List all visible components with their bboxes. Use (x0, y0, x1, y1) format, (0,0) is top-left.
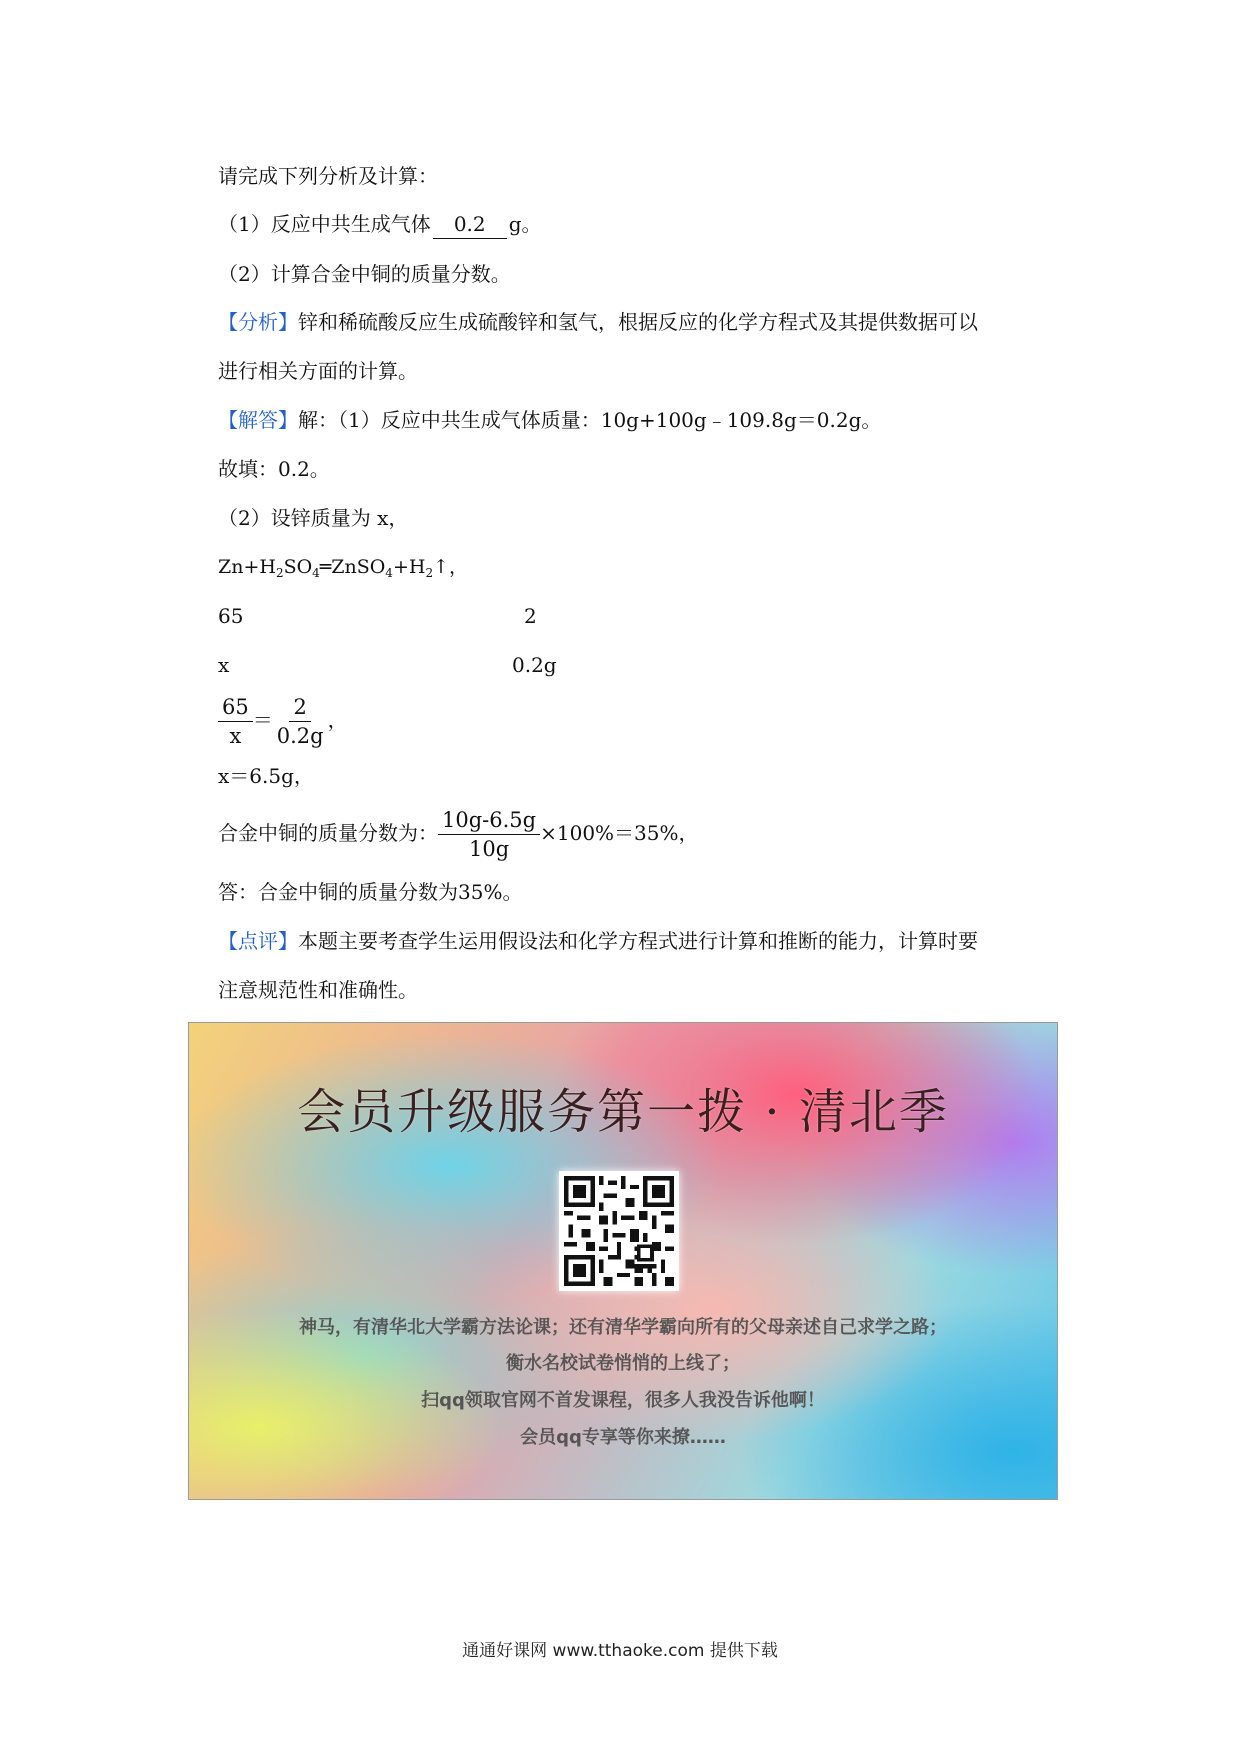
comment-tag: 【点评】 (218, 929, 298, 953)
question-1-text: （1）反应中共生成气体 (218, 212, 431, 236)
analysis-line-2: 进行相关方面的计算。 (218, 359, 418, 383)
copper-fraction (438, 807, 540, 862)
solution-tag: 【解答】 (218, 408, 298, 432)
final-answer: 答：合金中铜的质量分数为35%。 (218, 880, 523, 904)
banner-line-1: 神马，有清华北大学霸方法论课；还有清华学霸向所有的父母亲述自己求学之路； (299, 1317, 947, 1338)
fraction-denominator: 10g (468, 837, 510, 861)
equals-sign: ＝ (252, 708, 273, 732)
equation-part: SO (283, 556, 313, 578)
banner-line-4: 会员qq专享等你来撩…… (520, 1427, 726, 1448)
solution-line-1 (218, 406, 881, 434)
fraction-numerator: 2 (289, 694, 310, 722)
fraction-left (218, 694, 253, 749)
ratio-row-1-left: 65 (218, 604, 244, 628)
analysis-line-1 (218, 308, 978, 336)
equation-sub: 4 (385, 566, 393, 580)
equation-part: ═ZnSO (319, 556, 386, 578)
solution-text: 解：（1）反应中共生成气体质量：10g+100g﹣109.8g＝0.2g。 (298, 408, 882, 432)
ratio-row-1-right: 2 (524, 604, 537, 628)
question-1 (218, 210, 542, 239)
equation-part: ↑， (433, 556, 468, 578)
banner-line-2: 衡水名校试卷悄悄的上线了； (506, 1353, 740, 1374)
fill-answer: 故填：0.2。 (218, 457, 330, 481)
comment-text: 本题主要考查学生运用假设法和化学方程式进行计算和推断的能力，计算时要 (298, 929, 978, 953)
question-2: （2）计算合金中铜的质量分数。 (218, 262, 511, 286)
doc-intro: 请完成下列分析及计算： (218, 164, 438, 188)
equation-sub: 2 (425, 566, 434, 580)
equation-sub: 2 (275, 566, 284, 580)
banner-title: 会员升级服务第一拨 · 清北季 (297, 1084, 949, 1140)
copper-calculation (218, 805, 699, 862)
comment-line-1 (218, 927, 978, 955)
proportion-tail: ， (327, 708, 348, 732)
set-zinc: （2）设锌质量为 x， (218, 506, 409, 530)
banner-line-3: 扫qq领取官网不首发课程，很多人我没告诉他啊！ (421, 1390, 825, 1411)
fraction-numerator: 10g-6.5g (438, 807, 540, 835)
analysis-tag: 【分析】 (218, 310, 298, 334)
proportion (218, 693, 348, 749)
copper-tail: ×100%＝35%， (540, 821, 699, 845)
analysis-text: 锌和稀硫酸反应生成硫酸锌和氢气，根据反应的化学方程式及其提供数据可以 (298, 310, 978, 334)
chemical-equation (218, 553, 468, 587)
question-1-unit: g。 (508, 212, 542, 236)
question-1-answer-blank: 0.2 (433, 210, 507, 239)
fraction-denominator: 0.2g (276, 724, 324, 748)
fraction-right (273, 694, 328, 749)
comment-line-2: 注意规范性和准确性。 (218, 978, 418, 1002)
promo-banner[interactable] (188, 1022, 1058, 1500)
ratio-row-2-left: x (218, 653, 230, 677)
equation-part: Zn+H (218, 556, 276, 578)
copper-label: 合金中铜的质量分数为： (218, 821, 438, 845)
x-result: x＝6.5g， (218, 764, 314, 788)
equation-sub: 4 (312, 566, 320, 580)
qr-code-icon[interactable] (559, 1171, 679, 1291)
fraction-denominator: x (229, 724, 242, 748)
fraction-numerator: 65 (218, 694, 253, 722)
ratio-row-2-right: 0.2g (512, 653, 557, 677)
footer-credit: 通通好课网 www.tthaoke.com 提供下载 (462, 1641, 778, 1661)
equation-part: +H (392, 556, 426, 578)
